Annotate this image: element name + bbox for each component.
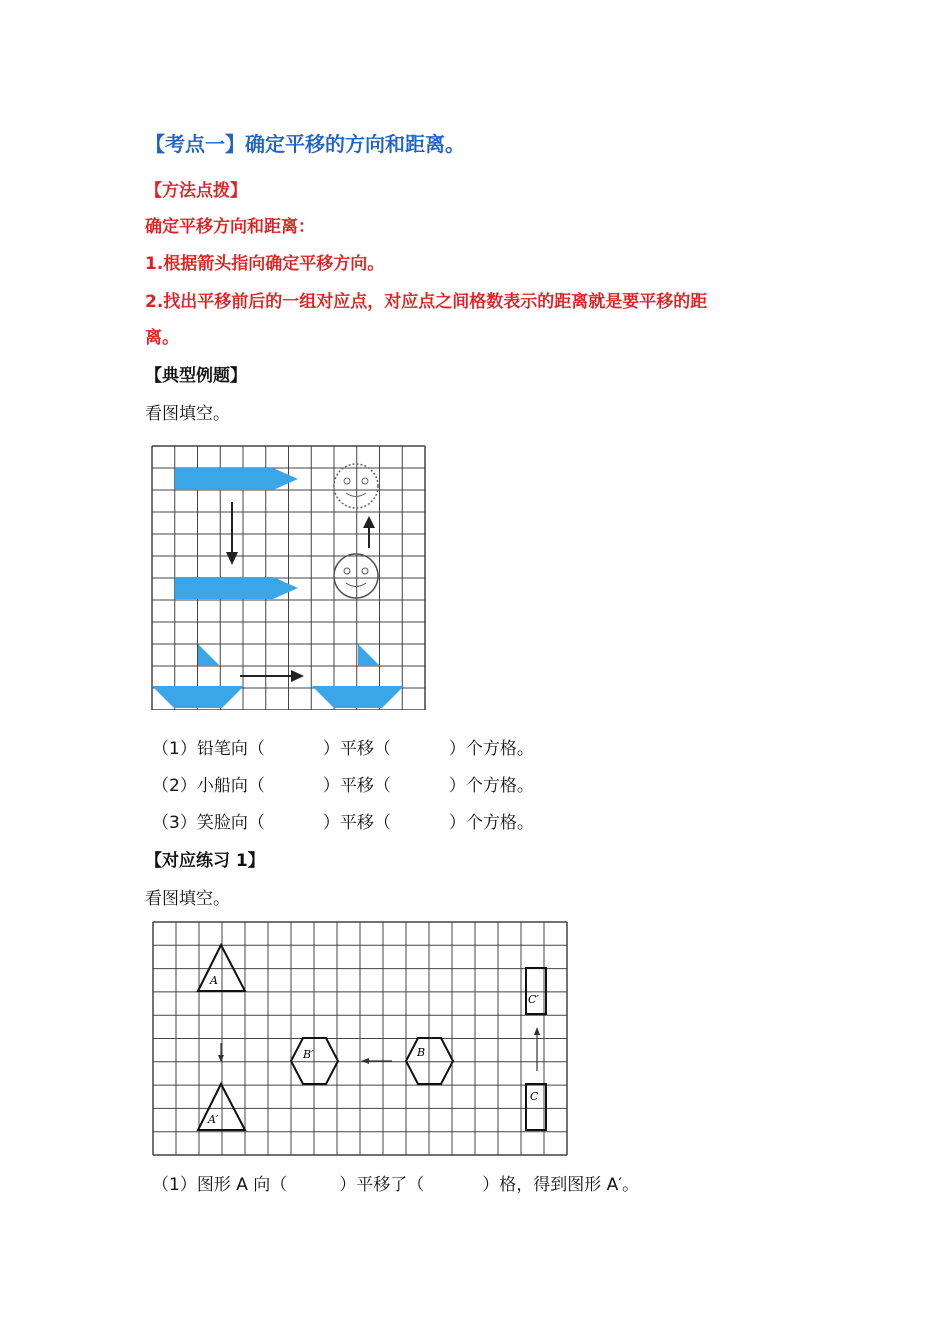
down-arrow-head	[226, 552, 238, 565]
boat-hull-moved	[312, 686, 404, 708]
example-title: 【典型例题】	[145, 366, 247, 386]
label-a-prime: A′	[208, 1113, 219, 1126]
up-arrow-head	[363, 516, 375, 528]
boat-sail-moved	[358, 644, 380, 666]
practice-grid-figure	[152, 921, 572, 1157]
practice-title: 【对应练习 1】	[145, 851, 265, 871]
boat-hull-original	[152, 686, 244, 708]
up-arrow-head	[534, 1027, 540, 1035]
down-arrow-head	[218, 1055, 224, 1062]
method-point-2: 2.找出平移前后的一组对应点，对应点之间格数表示的距离就是要平移的距	[145, 292, 708, 312]
practice-question-1: （1）图形 A 向（ ）平移了（ ）格，得到图形 A′。	[152, 1175, 640, 1195]
example-question-2: （2）小船向（ ）平移（ ）个方格。	[152, 776, 534, 796]
label-b: B	[417, 1046, 426, 1059]
example-grid-figure	[150, 444, 426, 710]
method-point-2-cont: 离。	[145, 328, 179, 348]
example-question-3: （3）笑脸向（ ）平移（ ）个方格。	[152, 813, 534, 833]
smiley-original	[334, 554, 378, 598]
label-c: C	[530, 1090, 539, 1103]
label-a: A	[210, 974, 218, 987]
rectangle-c-prime	[526, 968, 546, 1014]
practice-instruction: 看图填空。	[145, 889, 230, 909]
right-arrow-head	[291, 670, 304, 682]
pencil-original	[175, 468, 298, 490]
boat-sail-original	[198, 644, 220, 666]
pencil-moved	[175, 577, 298, 599]
smiley-moved	[334, 464, 378, 508]
example-instruction: 看图填空。	[145, 404, 230, 424]
section-heading: 【考点一】确定平移的方向和距离。	[145, 132, 465, 156]
method-title: 【方法点拨】	[145, 181, 247, 201]
label-c-prime: C′	[528, 993, 539, 1006]
left-arrow-head	[361, 1058, 369, 1064]
method-point-1: 1.根据箭头指向确定平移方向。	[145, 254, 385, 274]
example-question-1: （1）铅笔向（ ）平移（ ）个方格。	[152, 739, 534, 759]
label-b-prime: B′	[303, 1048, 314, 1061]
method-intro: 确定平移方向和距离：	[145, 217, 315, 237]
